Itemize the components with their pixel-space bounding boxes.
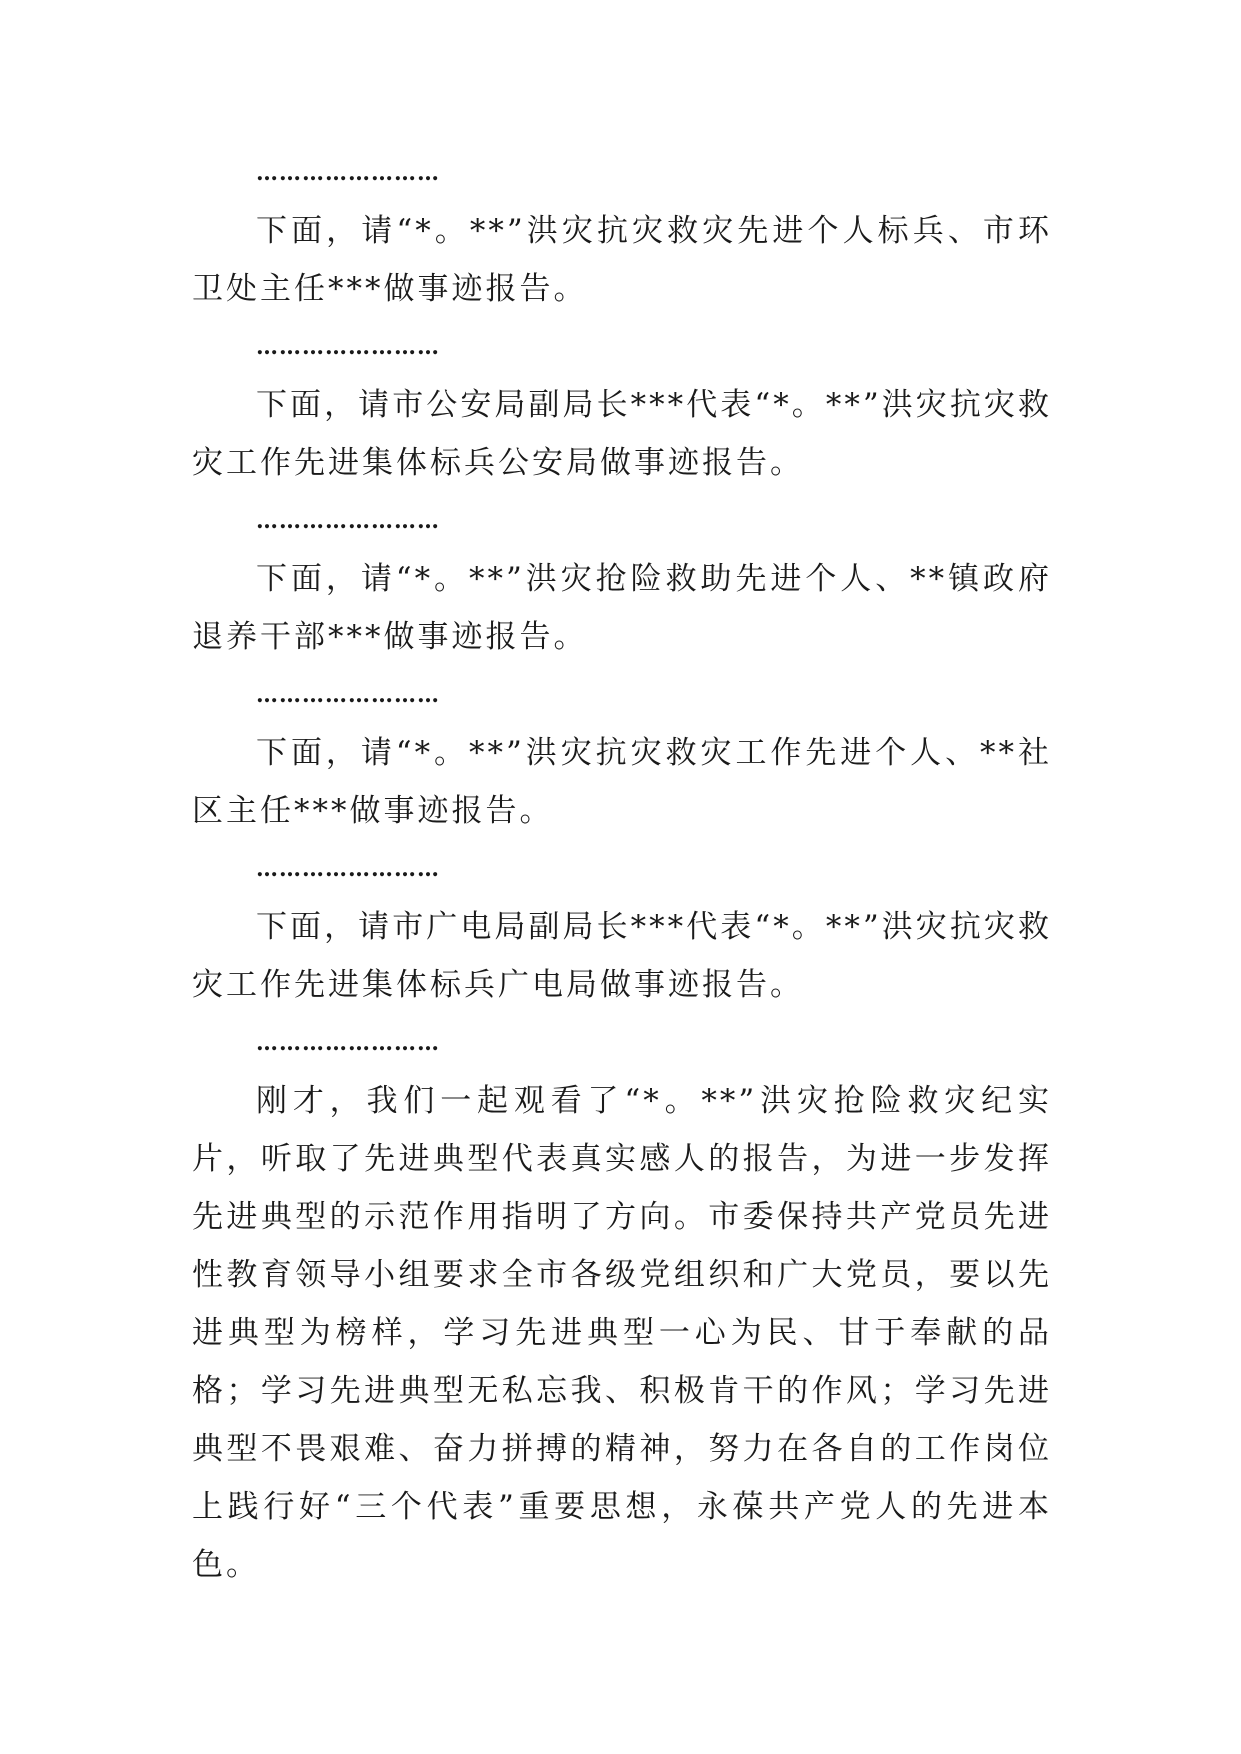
paragraph: 下面，请“*。**”洪灾抗灾救灾工作先进个人、**社区主任***做事迹报告。 [192, 735, 1052, 829]
ellipsis-separator: …………………… [256, 1030, 440, 1056]
paragraph: 下面，请市广电局副局长***代表“*。**”洪灾抗灾救灾工作先进集体标兵广电局做事迹报告。 [192, 909, 1052, 1003]
ellipsis-separator: …………………… [256, 334, 440, 360]
ellipsis-separator: …………………… [256, 160, 440, 186]
ellipsis-separator: …………………… [256, 682, 440, 708]
ellipsis-separator: …………………… [256, 856, 440, 882]
paragraph: 下面，请“*。**”洪灾抗灾救灾先进个人标兵、市环卫处主任***做事迹报告。 [192, 213, 1052, 307]
document-body [192, 144, 1052, 1594]
ellipsis-separator: …………………… [256, 508, 440, 534]
paragraph: 下面，请市公安局副局长***代表“*。**”洪灾抗灾救灾工作先进集体标兵公安局做事迹报告。 [192, 387, 1052, 481]
paragraph: 下面，请“*。**”洪灾抢险救助先进个人、**镇政府退养干部***做事迹报告。 [192, 561, 1052, 655]
closing-paragraph: 刚才，我们一起观看了“*。**”洪灾抢险救灾纪实片，听取了先进典型代表真实感人的报告，为进一步发挥先进典型的示范作用指明了方向。市委保持共产党员先进性教育领导小组要求全市各级党组织和广大党员，要以先进典型为榜样，学习先进典型一心为民、甘于奉献的品格；学习先进典型无私忘我、积极肯干的作风；学习先进典型不畏艰难、奋力拼搏的精神，努力在各自的工作岗位上践行好“三个代表”重要思想，永葆共产党人的先进本色。 [192, 1083, 1052, 1583]
